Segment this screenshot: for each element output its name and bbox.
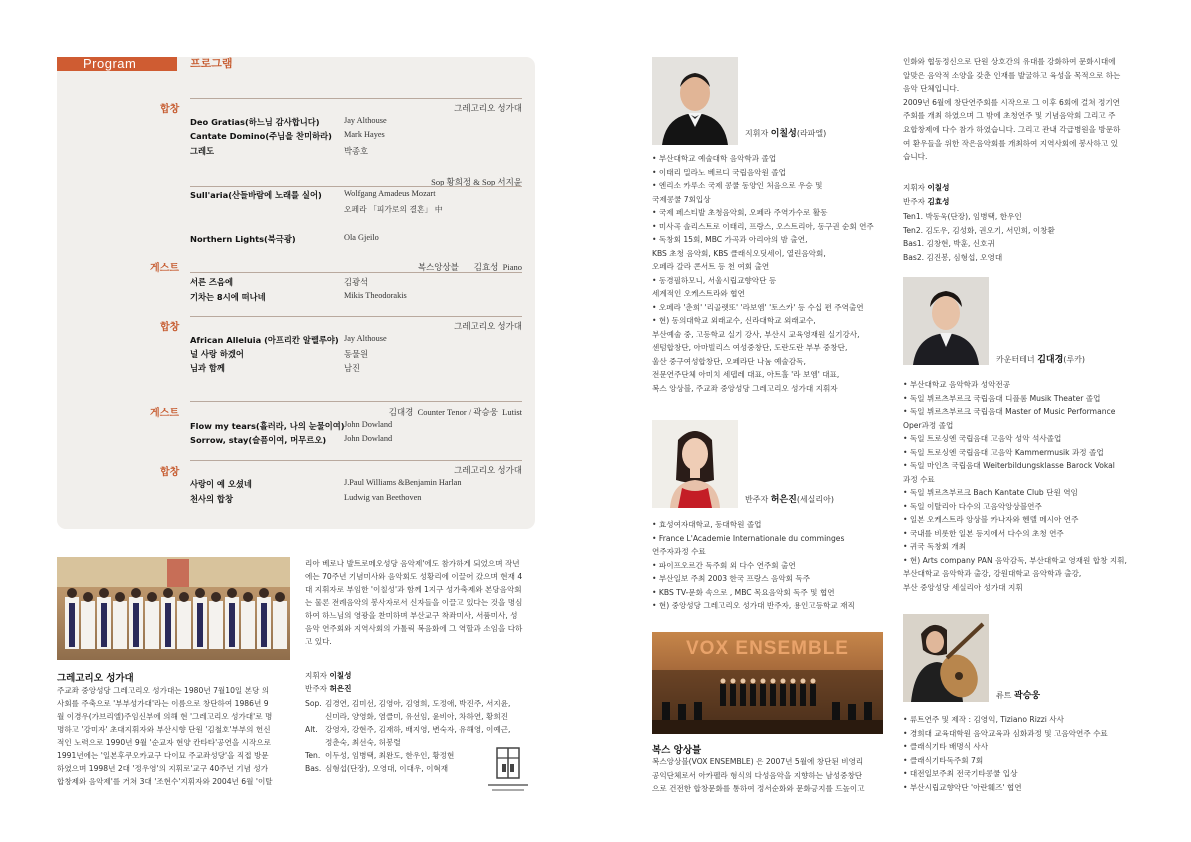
- composer: J.Paul Williams &Benjamin Harlan: [344, 478, 462, 487]
- lee-caption: 지휘자 이칠성(라파엘): [745, 129, 827, 139]
- choir-conductor: 지휘자 이칠성: [305, 671, 352, 680]
- section-rule: [190, 401, 522, 402]
- kwak-bio-list: • 류트연주 및 제작 : 김영익, Tiziano Rizzi 사사 • 경희대 교육대학원 음악교육과 심화과정 및 고음악연주 수료 • 클래식기타 배명식 사사 • 클래식기타독주회 7회 • 대전일보주최 전국기타콩쿨 입상 • 부산시립교향악단 '아란훼즈' 협연: [903, 715, 1108, 792]
- composer: Wolfgang Amadeus Mozart: [344, 189, 436, 198]
- kwak-caption: 류트 곽승웅: [996, 691, 1041, 701]
- accompanist-photo: [652, 420, 738, 508]
- song-title: 서른 즈음에: [190, 277, 233, 287]
- section-rule: [190, 460, 522, 461]
- composer: Jay Althouse: [344, 116, 387, 125]
- song-title: Cantate Domino(주님을 찬미하라): [190, 131, 332, 141]
- section-title: 합창: [160, 322, 180, 333]
- section-rule: [190, 186, 522, 187]
- composer: 동물원: [344, 350, 369, 359]
- performer: 그레고리오 성가대: [454, 103, 522, 113]
- church-logo: [480, 742, 536, 798]
- lee-bio-list: • 부산대학교 예술대학 음악학과 졸업 • 이태리 밀라노 베르디 국립음악원 졸업 • 엔리소 카루소 국제 콩쿨 동양인 처음으로 우승 및 국제콩쿨 7회입상 • 국제 페스티발 초청음악회, 오페라 주역가수로 활동 • 미사곡 솔리스트로 이태리, 프랑스, 오스트리아, 동구권 순회 연주 • 독창회 15회, MBC 가곡과 아리아의 밤 출연, KBS 초청 음악회, KBS 클래식오딧세이, 열린음악회, 오페라 갈라 콘서트 등 천 여회 출연 • 동경필하모니, 서울시립교향악단 등 세계적인 오케스트라와 협연 • 오페라 '춘희' '리골렛또' '라보엠' '토스카' 등 수십 편 주역출연 • 현) 동의대학교 외래교수, 신라대학교 외래교수, 부산예술 중, 고등학교 실기 강사, 부산시 교육영재원 실기강사, 센텀합창단, 아마빌리스 여성중창단, 도란도란 부부 중창단, 울산 중구여성합창단, 오페라단 나눔 예술감독, 전문연주단체 아미치 세뎁레 대표, 아트홀 '라 보엠' 대표, 복스 앙상블, 주교좌 중앙성당 그레고리오 성가대 지휘자: [652, 154, 874, 393]
- composer: Ola Gjeilo: [344, 233, 379, 242]
- composer: Mark Hayes: [344, 130, 385, 139]
- performer: 김대경 Counter Tenor / 곽승웅 Lutist: [388, 407, 522, 417]
- song-title: 천사의 합창: [190, 494, 233, 504]
- vox-description-continued: 인화와 협동정신으로 단원 상호간의 유대를 강화하여 문화시대에 알맞은 음악적 소양을 갖춘 인재를 발굴하고 육성을 목적으로 하는 음악 단체입니다. 2009년 6월에 창단연주회를 시작으로 그 이후 6회에 걸쳐 정기연 주회를 개최 하였으며 그 밖에 초청연주 및 기념음악회 그리고 주 요합창제에 다수 참가 하였습니다. 그리고 관내 각급병원을 방문하 여 환우들을 위한 작은음악회를 개최하여 지역사회에 봉사하고 있 습니다.: [903, 57, 1121, 162]
- section-title: 게스트: [150, 408, 179, 419]
- heo-bio-list: • 효성여자대학교, 동대학원 졸업 • France L'Academie Internationale du comminges 연주자과정 수료 • 파이프오르간 독주회 외 다수 연주회 출연 • 부산일보 주최 2003 한국 프랑스 음악회 독주 • KBS TV-문화 속으로 , MBC 목요음악회 독주 및 협연 • 현) 중앙성당 그레고리오 성가대 반주자, 용인고등학교 재직: [652, 520, 855, 610]
- choir-title: 그레고리오 성가대: [57, 673, 134, 684]
- song-title: 그레도: [190, 146, 215, 156]
- composer: John Dowland: [344, 420, 393, 429]
- section-title: 합창: [160, 467, 180, 478]
- vox-banner: VOX ENSEMBLE: [686, 638, 849, 659]
- section-title: 게스트: [150, 263, 179, 274]
- composer: 남진: [344, 364, 361, 373]
- lutist-photo: [903, 614, 989, 702]
- choir-description-left: 주교좌 중앙성당 그레고리오 성가대는 1980년 7월10일 본당 의 사회를 주축으로 '부부성가대'라는 이름으로 창단하여 1986년 9 월 이경우(가브리엘)주임신부에 의해 현 '그레고리오 성가대'로 명 명하고 '강미자' 초대지휘자와 부산시향 단원 '김철호'부부의 헌신 적인 노력으로 1990년 9월 '순교자 현양 칸타타'공연을 시작으로 1991년에는 '일본후쿠오카교구 다이묘 주교좌성당'을 직접 방문 하였으며 1998년 2대 '정우영'의 지휘로'교구 40주년 기념 성가 합창제와 음악제'를 거쳐 3대 '조현수'지휘자와 2004년 6월 '이탈: [57, 686, 273, 786]
- conductor-photo: [652, 57, 738, 145]
- section-title: 합창: [160, 104, 180, 115]
- composer: Jay Althouse: [344, 334, 387, 343]
- song-title: Flow my tears(흘러라, 나의 눈물이여): [190, 421, 345, 431]
- song-title: Northern Lights(북극광): [190, 234, 296, 244]
- kim-bio-list: • 부산대학교 음악학과 성악전공 • 독일 뷔르츠부르크 국립음대 디플롬 Musik Theater 졸업 • 독일 뷔르츠부르크 국립음대 Master of Music Performance Oper과정 졸업 • 독일 트로싱엔 국립음대 고음악 성악 석사졸업 • 독일 트로싱엔 국립음대 고음악 Kammermusik 과정 졸업 • 독일 마인츠 국립음대 Weiterbildungsklasse Barock Vokal 과정 수료 • 독일 뷔르츠부르크 Bach Kantate Club 단원 역임 • 독일 이탈리아 다수의 고음악앙상블연주 • 일본 오케스트라 앙상블 카나자와 헨델 메시아 연주 • 국내를 비롯한 일본 등지에서 다수의 초청 연주 • 귀국 독창회 개최 • 현) Arts company PAN 음악감독, 부산대학교 영재원 합창 지휘, 부산대학교 음악학과 출강, 강원대학교 음악학과 출강, 부산 중앙성당 세실리아 성가대 지휘: [903, 380, 1127, 592]
- composer: John Dowland: [344, 434, 393, 443]
- choir-accompanist: 반주자 허은진: [305, 684, 352, 693]
- choir-description-right: 리아 베로나 발트로메오성당 음악제'에도 참가하게 되었으며 작년 에는 70주년 기념미사와 음악회도 성황리에 이끌어 갔으며 현재 4 대 지휘자로 부임한 '이칠성'과 함께 1지구 성가축제와 본당음악회 는 물론 전례음악의 봉사자로서 신자들을 이끌고 있다는 것을 명심 하여 하느님의 영광을 찬미하며 부산교구 착좌미사, 서품미사, 성 음악 연주회와 지역사회의 가톨릭 복음화에 그 역할과 소임을 다하 고 있다.: [305, 559, 523, 646]
- section-rule: [190, 316, 522, 317]
- song-title: Sull'aria(산들바람에 노래를 실어): [190, 190, 322, 200]
- heo-caption: 반주자 허은진(세실리아): [745, 495, 834, 505]
- vox-title: 복스 앙상블: [652, 745, 702, 756]
- vox-accompanist: 반주자 김효성: [903, 197, 950, 206]
- countertenor-photo: [903, 277, 989, 365]
- vox-members: Ten1. 박동욱(단장), 임병택, 한우인 Ten2. 김도우, 김성화, 권오기, 서민희, 이창환 Bas1. 김창현, 박훈, 신호귀 Bas2. 김진봉, 심형섭, 오영대: [903, 212, 1055, 262]
- composer: 박종호: [344, 147, 369, 156]
- vox-description: 복스앙상블(VOX ENSEMBLE) 은 2007년 5월에 창단된 비영리 공익단체로서 아카펠라 형식의 다성음악을 지향하는 남성중창단 으로 건전한 합창문화를 통하여 정서순화와 문화긍지를 드높이고: [652, 757, 865, 793]
- program-header: Program: [57, 57, 177, 71]
- song-title: 사랑이 예 오셨네: [190, 479, 252, 489]
- section-rule: [190, 98, 522, 99]
- composer: 김광석: [344, 278, 369, 287]
- choir-photo: [57, 557, 290, 660]
- song-title: African Alleluia (아프리칸 알렐루야): [190, 335, 339, 345]
- song-title: Sorrow, stay(슬픔이여, 머무르오): [190, 435, 327, 445]
- performer: 그레고리오 성가대: [454, 321, 522, 331]
- song-title: 널 사랑 하겠어: [190, 349, 244, 359]
- performer: 그레고리오 성가대: [454, 465, 522, 475]
- composer: Ludwig van Beethoven: [344, 493, 422, 502]
- program-header-korean: 프로그램: [190, 57, 233, 70]
- performer: 복스앙상블 김효성 Piano: [417, 262, 522, 272]
- choir-members: Sop. 김경연, 김미선, 김영아, 김영희, 도정애, 박진주, 서지윤, 신미라, 양영화, 염클미, 유선임, 윤비아, 차하연, 황희진 Alt. 강영자, 강현주, 김재하, 배지영, 변숙자, 유해영, 이예근, 정춘숙, 최선숙, 허봉렬 Ten. 이두성, 임병택, 최완도, 한우인, 황정현 Bas. 심형섭(단장), 오영대, 이대우, 이혁재: [305, 699, 511, 773]
- song-title: 기차는 8시에 떠나네: [190, 292, 266, 302]
- composer-note: 오페라 「피가로의 결혼」 中: [344, 205, 443, 214]
- performer: Sop 황희정 & Sop 서지윤: [431, 177, 522, 187]
- kim-caption: 카운터테너 김대경(루카): [996, 355, 1085, 365]
- song-title: 님과 함께: [190, 363, 225, 373]
- vox-conductor: 지휘자 이칠성: [903, 183, 950, 192]
- vox-ensemble-photo: [652, 632, 883, 734]
- song-title: Deo Gratias(하느님 감사합니다): [190, 117, 320, 127]
- composer: Mikis Theodorakis: [344, 291, 407, 300]
